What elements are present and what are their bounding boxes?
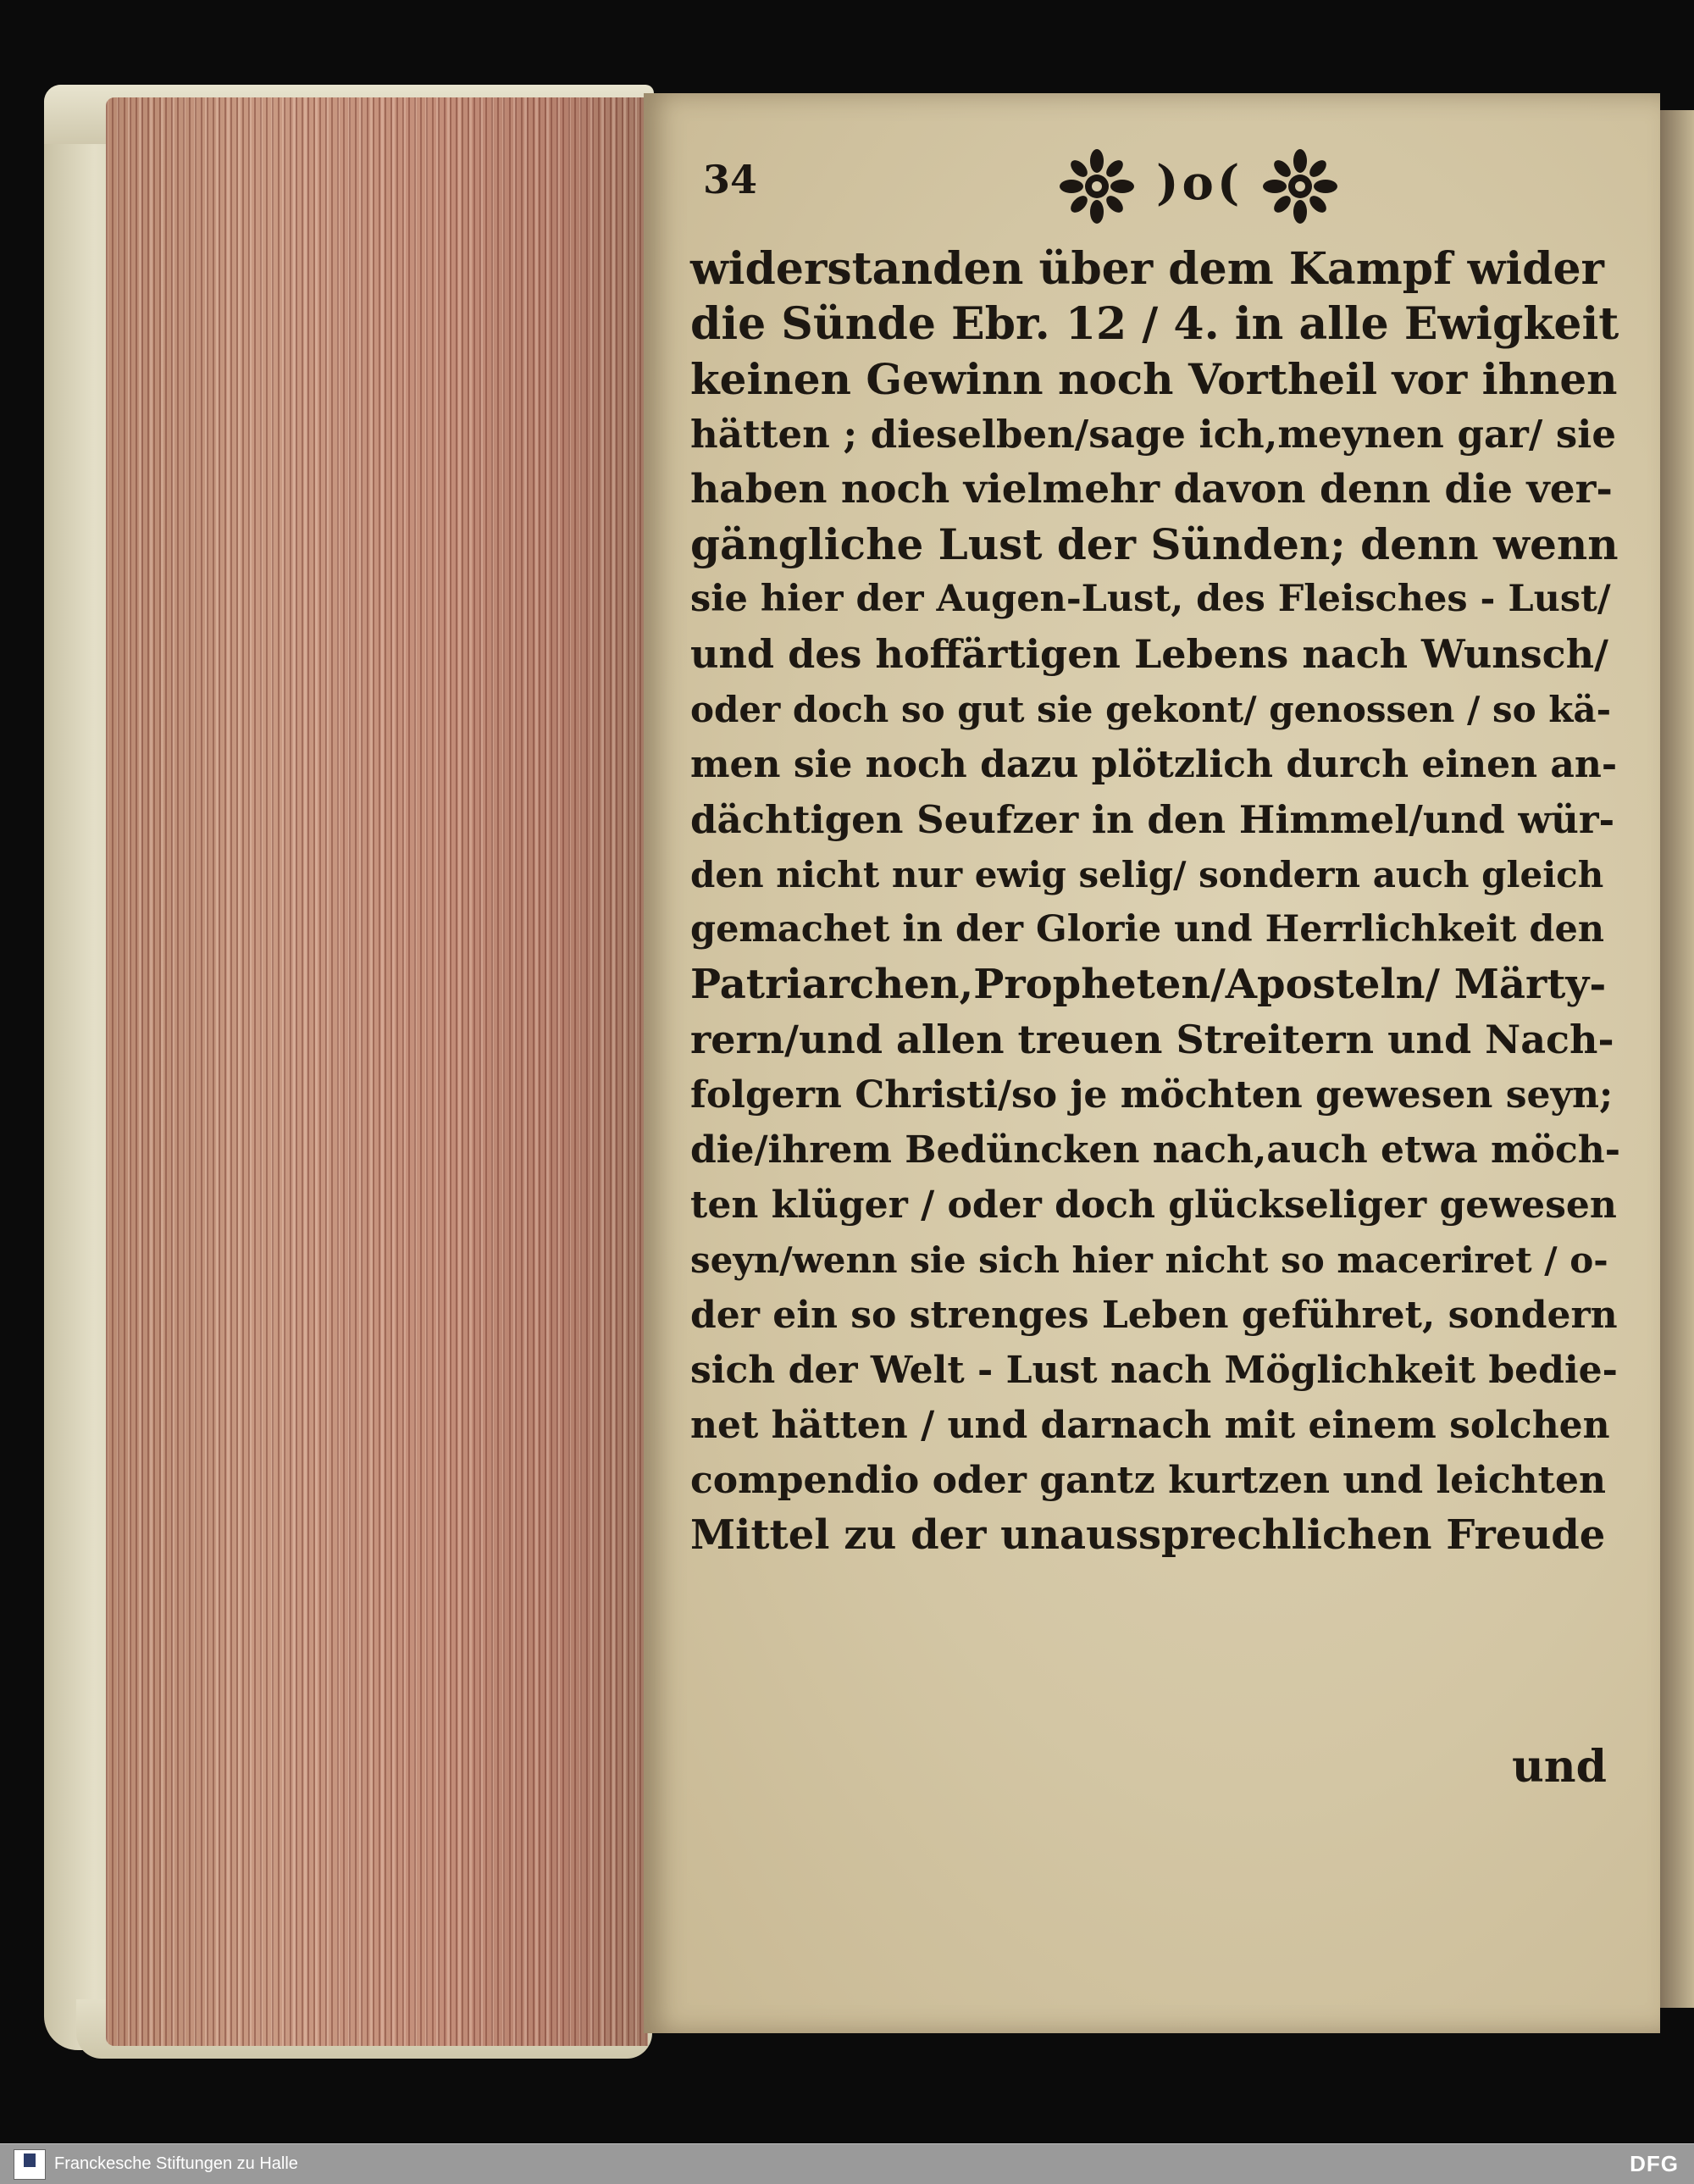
flower-ornament-right-icon [1262,148,1338,224]
viewer-footer [0,2143,1694,2184]
text-line: men sie noch dazu plötzlich durch einen an- [690,743,1618,786]
text-line: gemachet in der Glorie und Herrlichkeit den [690,908,1605,951]
text-line: hätten ; dieselben/sage ich,meynen gar/ sie [690,412,1616,457]
institution-logo-mark [24,2154,36,2167]
page-header [703,148,1592,216]
text-line: haben noch vielmehr davon denn die ver- [690,466,1613,513]
flower-ornament-left-icon [1059,148,1135,224]
text-line: und des hoffärtigen Lebens nach Wunsch/ [690,631,1608,677]
text-line: die Sünde Ebr. 12 / 4. in alle Ewigkeit [690,298,1619,350]
text-line: Patriarchen,Propheten/Aposteln/ Märty- [690,961,1607,1008]
text-line: die/ihrem Bedüncken nach,auch etwa möch- [690,1128,1620,1172]
page-block-edge [106,97,648,2046]
text-line: Mittel zu der unaussprechlichen Freude [690,1511,1606,1559]
text-line: net hätten / und darnach mit einem solchen [690,1404,1610,1447]
text-line: oder doch so gut sie gekont/ genossen / so kä- [690,689,1612,730]
text-line: sich der Welt - Lust nach Möglichkeit bedie- [690,1349,1618,1392]
text-line: rern/und allen treuen Streitern und Nach- [690,1017,1614,1062]
catchword: und [1512,1741,1607,1793]
text-line: gängliche Lust der Sünden; denn wenn [690,519,1619,569]
text-line: widerstanden über dem Kampf wider [690,243,1604,295]
text-line: dächtigen Seufzer in den Himmel/und wür- [690,797,1615,842]
page-number: 34 [703,157,758,202]
text-line: sie hier der Augen-Lust, des Fleisches - Lust/ [690,578,1611,620]
text-line: folgern Christi/so je möchten gewesen seyn; [690,1073,1614,1117]
text-line: ten klüger / oder doch glückseliger gewesen [690,1183,1617,1227]
text-line: den nicht nur ewig selig/ sondern auch gleich [690,854,1604,895]
dfg-logo[interactable]: DFG [1630,2151,1679,2176]
text-line: seyn/wenn sie sich hier nicht so maceriret / o- [690,1239,1608,1281]
text-line: keinen Gewinn noch Vortheil vor ihnen [690,354,1618,404]
facing-page-edge [1656,110,1694,2008]
header-separator: )o( [1156,155,1243,211]
text-line: der ein so strenges Leben geführet, sondern [690,1294,1618,1337]
institution-logo-icon[interactable] [14,2149,46,2180]
text-line: compendio oder gantz kurtzen und leichten [690,1459,1606,1502]
institution-name[interactable]: Franckesche Stiftungen zu Halle [54,2154,298,2173]
body-text [690,241,1622,1563]
